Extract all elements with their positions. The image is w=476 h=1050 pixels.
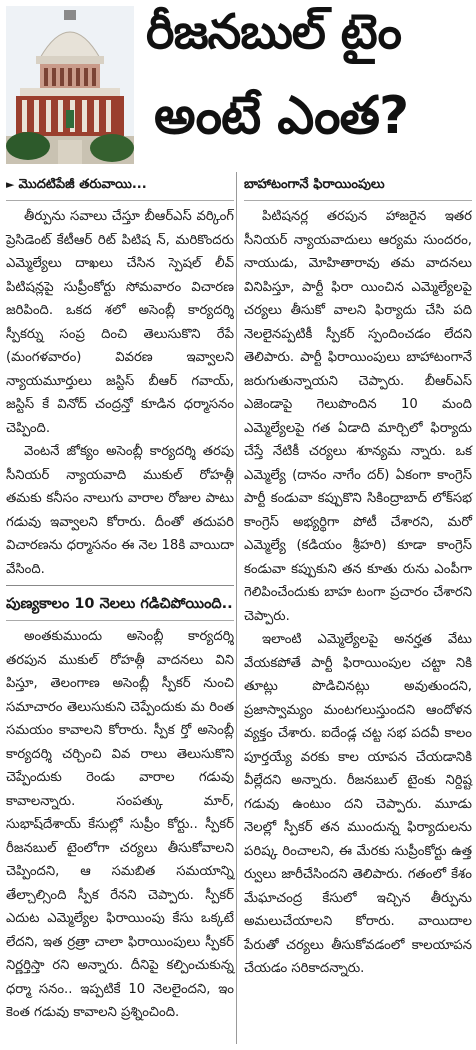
right-subheading: బాహాటంగానే ఫిరాయింపులు — [244, 177, 385, 192]
subhead-rule-bottom — [6, 620, 234, 621]
right-kicker-rule — [244, 200, 472, 201]
kicker-text: మొదటిపేజీ తరువాయి... — [18, 177, 147, 192]
left-column — [6, 172, 234, 1025]
arrow-icon: ► — [6, 178, 15, 191]
right-column — [244, 172, 472, 981]
supreme-court-building-photo — [6, 6, 134, 164]
continued-kicker — [6, 172, 234, 198]
column-divider — [236, 172, 237, 1044]
kicker-rule — [6, 200, 234, 201]
left-paragraph-3: అంతకుముందు అసెంబ్లీ కార్యదర్శి తరపున ముకుల్ రోహత్గీ వాదనలు విని పిస్తూ, తెలంగాణ అసెంబ్లీ స్పీకర్ నుంచి సమాచారం తెలుసుకుని చెప్పేందుకు మ రింత సమయం కావాలని కోరారు. స్పీక ర్తో అసెంబ్లీ కార్యదర్శి చర్చించి వివ రాలు తెలుసుకొని చెప్పేందుకు రెండు వారాల గడువు కావాలన్నారు. సంపత్కు మార్, సుభాష్‌దేశాయ్ కేసుల్లో సుప్రీం కోర్టు.. స్పీకర్ రీజనబుల్ టైంలోగా చర్యలు తీసుకోవాలని చెప్పిందని, ఆ సమబిత సమయాన్ని తేల్చాల్సింది స్పీక రేనని చెప్పారు. స్పీకర్ ఎదుట ఎమ్మెల్యేల ఫిరాయింపు కేసు ఒక్కటే లేదని, ఇత ర్రత్రా చాలా ఫిరాయింపులు స్పీకర్ నిర్ణర్తిస్తా రని అన్నారు. దీనిపై కల్పించుకున్న ధర్మా సనం.. ఇప్పటికే 10 నెలలైందని, ఇం కెంత గడువు కావాలని ప్రశ్నించింది. — [6, 629, 234, 1020]
left-paragraph-1: తీర్పును సవాలు చేస్తూ బీఆర్ఎస్ వర్కింగ్ ప్రెసిడెంట్ కేటీఆర్ రిట్ పిటిష న్, మరికొందరు ఎమ్మెల్యేలు దాఖలు చేసిన స్పెషల్ లీవ్ పిటిషన్లపై సుప్రీంకోర్టు సోమవారం విచారణ జరిపింది. ఒకద శలో అసెంబ్లీ కార్యదర్శి స్పీకర్ను సంప్ర దించి తెలుసుకొని రేపే (మంగళవారం) వివరణ ఇవ్వాలని న్యాయమూర్తులు జస్టిస్ బీఆర్ గవాయ్, జస్టిస్ కే వినోద్ చంద్రన్తో కూడిన ధర్మాసనం చెప్పింది. — [6, 209, 234, 436]
right-paragraph-2: ఇలాంటి ఎమ్మెల్యేలపై అనర్హత వేటు వేయకపోతే పార్టీ ఫిరాయింపుల చట్టా నికి తూట్లు పొడిచినట్లు అవుతుందని, ప్రజాస్వామ్యం మంటగలుస్తుందని ఆందోళన వ్యక్తం చేశారు. ఐదేండ్ల చట్ట సభ పదవీ కాలం పూర్తయ్యే వరకు కాల యాపన చేయడానికి వీల్లేదని అన్నారు. రీజనబుల్ టైంకు నిర్దిష్ట గడువు ఉంటుం దని చెప్పారు. మూడు నెలల్లో స్పీకర్ తన ముందున్న ఫిర్యాదులను పరిష్క రించాలని, ఈ మేరకు సుప్రీంకోర్టు ఉత్త ర్వులు జారీచేసిందని తెలిపారు. గతంలో కేశం మేఘాచంద్ర కేసులో ఇచ్చిన తీర్పును అమలుచేయాలని కోరారు. వాయిదాల పేరుతో చర్యలు తీసుకోవడంలో కాలయాపన చేయడం సరికాదన్నారు. — [244, 632, 472, 976]
subhead-rule — [6, 585, 234, 586]
right-paragraph-1: పిటిషనర్ల తరపున హాజరైన ఇతర సీనియర్ న్యాయవాదులు ఆర్యమ సుందరం, నాయుడు, మోహితారావు తమ వాదనలు వినిపిస్తూ, పార్టీ ఫిరా యించిన ఎమ్మెల్యేలపై చర్యలు తీసుకో వాలని ఫిర్యాదు చేసి పది నెలలైనప్పటికీ స్పీకర్ స్పందించడం లేదని తెలిపారు. పార్టీ ఫిరాయింపులు బాహాటంగానే జరుగుతున్నాయని చెప్పారు. బీఆర్ఎస్ ఎజెండాపై గెలుపొందిన 10 మంది ఎమ్మెల్యేలపై గత ఏడాది మార్చిలో ఫిర్యాదు చేస్తే నేటికీ చర్యలు శూన్యమ న్నారు. ఒక ఎమ్మెల్యే (దానం నాగేం దర్) ఏకంగా కాంగ్రెస్ పార్టీ కండువా కప్పుకొని సికింద్రాబాద్ లోక్‌సభ కాంగ్రెస్ అభ్యర్థిగా పోటీ చేశారని, మరో ఎమ్మెల్యే (కడియం శ్రీహరి) కూడా కాంగ్రెస్ కండువా కప్పుకుని తన కూతు రును ఎంపీగా గెలిపించేందుకు బాహ టంగా ప్రచారం చేశారని చెప్పారు. — [244, 209, 472, 624]
headline-line-2: అంటే ఎంత? — [154, 86, 409, 146]
left-subheading: పుణ్యకాలం 10 నెలలు గడిచిపోయింది.. — [6, 596, 233, 612]
article-header — [0, 0, 476, 170]
headline-line-1: రీజనబుల్ టైం — [146, 4, 401, 60]
left-paragraph-2: వెంటనే జోక్యం అసెంబ్లీ కార్యదర్శి తరపు సీనియర్ న్యాయవాది ముకుల్ రోహత్గీ తమకు కనీసం నాలుగు వారాల రోజుల పాటు గడువు ఇవ్వాలని కోరారు. దీంతో తదుపరి విచారణను ధర్మాసనం ఈ నెల 18కి వాయిదా వేసింది. — [6, 444, 234, 577]
